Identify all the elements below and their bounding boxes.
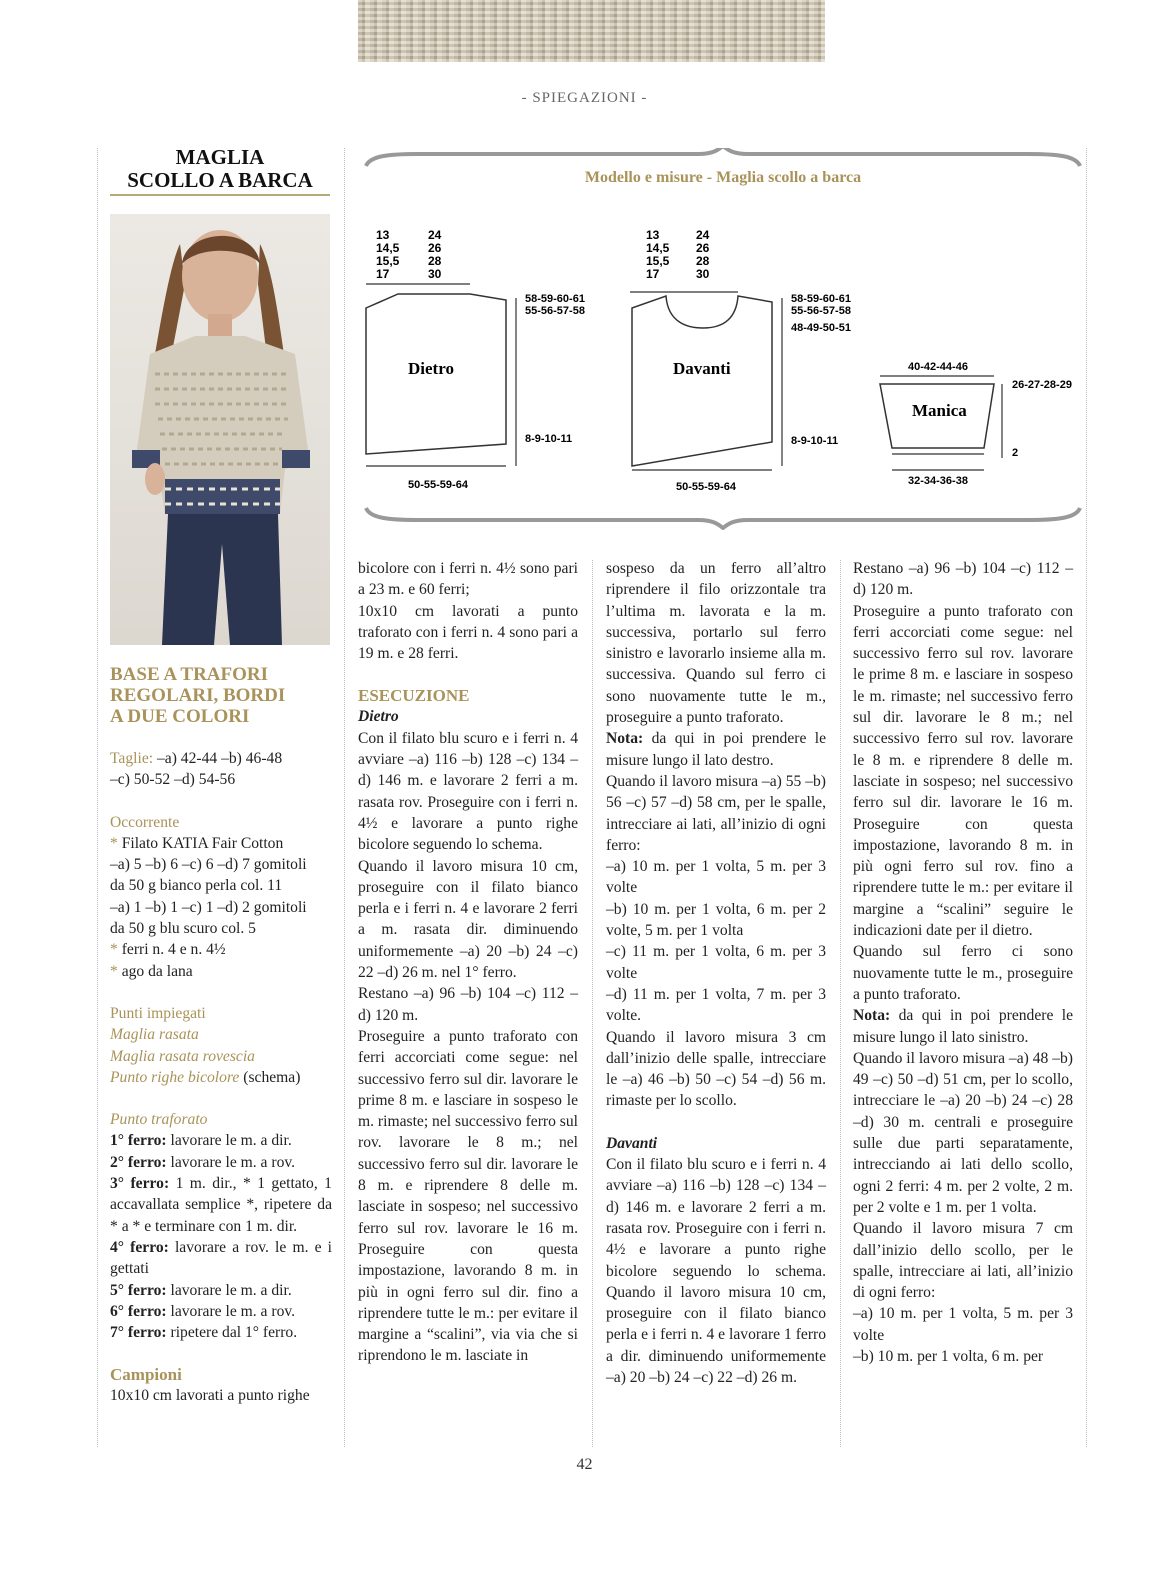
dim-label: 13 bbox=[376, 228, 390, 242]
section-dietro-title: Dietro bbox=[358, 708, 399, 726]
dim-label: 2 bbox=[1012, 447, 1019, 459]
occ-item: * ferri n. 4 e n. 4½ bbox=[110, 941, 226, 959]
occ-text: ago da lana bbox=[121, 962, 193, 980]
title-underline bbox=[110, 194, 330, 196]
row-instruction bbox=[110, 1173, 332, 1237]
dim-label: 30 bbox=[696, 267, 710, 281]
subtitle-line: REGOLARI, BORDI bbox=[110, 685, 286, 706]
dim-label: 15,5 bbox=[646, 254, 670, 268]
page-number: 42 bbox=[576, 1456, 593, 1473]
paragraph: 10x10 cm lavorati a punto traforato con i ferri n. 4 sono pari a 19 m. e 28 ferri. bbox=[358, 602, 578, 663]
dim-label: 8-9-10-11 bbox=[525, 433, 573, 445]
size-line: –a) 10 m. per 1 volta, 5 m. per 3 volte bbox=[853, 1305, 1073, 1344]
occ-item: * ago da lana bbox=[110, 962, 193, 980]
dim-label: 14,5 bbox=[646, 241, 670, 255]
title-line: SCOLLO A BARCA bbox=[127, 168, 313, 192]
row-text: 1 m. dir., * 1 gettato, 1 accavallata semplice *, ripetere da * a * e terminare con 1 m. dir. bbox=[110, 1175, 332, 1235]
dim-label: 40-42-44-46 bbox=[908, 361, 968, 373]
nota bbox=[853, 1005, 1073, 1048]
row-instruction bbox=[110, 1301, 332, 1322]
size-line: –b) 10 m. per 1 volta, 6 m. per 2 volte, 5 m. per 1 volta bbox=[606, 900, 826, 940]
campioni-title: Campioni bbox=[110, 1365, 182, 1385]
punto-item: Maglia rasata rovescia bbox=[110, 1047, 255, 1065]
row-instruction bbox=[110, 1322, 332, 1343]
paragraph: Con il filato blu scuro e i ferri n. 4 avviare –a) 116 –b) 128 –c) 134 –d) 146 m. e lavorare 2 ferri a m. rasata rov. Proseguire con i ferri n. 4½ e lavorare a punto righe bicolore seguendo lo schema. Quando il lavoro misura 10 cm, proseguire con il filato bianco perla e i ferri n. 4 e lavorare 1 ferro a dir. diminuendo uniformemente –a) 20 –b) 24 –c) 22 –d) 26 m. bbox=[606, 1156, 826, 1386]
nota-key: Nota: bbox=[853, 1007, 891, 1025]
dim-label: 14,5 bbox=[376, 241, 400, 255]
paragraph: Quando il lavoro misura 3 cm dall’inizio delle spalle, intrecciare le –a) 46 –b) 50 –c) 54 –d) 56 m. rimaste per lo scollo. bbox=[606, 1028, 826, 1110]
row-key: 6° ferro: bbox=[110, 1302, 167, 1320]
row-key: 2° ferro: bbox=[110, 1153, 167, 1171]
sleeve-piece bbox=[880, 361, 1072, 487]
column-4 bbox=[853, 558, 1073, 1367]
piece-label: Manica bbox=[912, 401, 967, 420]
knit-texture-photo bbox=[358, 0, 825, 62]
paragraph: bicolore con i ferri n. 4½ sono pari a 23 m. e 60 ferri; bbox=[358, 560, 578, 599]
paragraph: Quando il lavoro misura –a) 55 –b) 56 –c) 57 –d) 58 cm, per le spalle, intrecciare ai lati, all’inizio di ogni ferro: bbox=[606, 772, 826, 854]
campioni-text: 10x10 cm lavorati a punto righe bbox=[110, 1387, 310, 1405]
diagram-svg bbox=[358, 148, 1088, 530]
row-text: lavorare le m. a dir. bbox=[166, 1132, 292, 1150]
dim-label: 55-56-57-58 bbox=[525, 305, 585, 317]
column-2 bbox=[358, 558, 578, 1367]
dim-label: 26-27-28-29 bbox=[1012, 379, 1072, 391]
piece-label: Davanti bbox=[673, 359, 731, 378]
dim-label: 26 bbox=[696, 241, 710, 255]
dim-label: 15,5 bbox=[376, 254, 400, 268]
punti-title: Punti impiegati bbox=[110, 1004, 206, 1022]
row-text: ripetere dal 1° ferro. bbox=[166, 1324, 298, 1342]
size-line: –a) 10 m. per 1 volta, 5 m. per 3 volte bbox=[606, 858, 826, 897]
section-header: - SPIEGAZIONI - bbox=[521, 90, 648, 106]
dim-label: 26 bbox=[428, 241, 442, 255]
column-rule bbox=[592, 560, 593, 1447]
diagram-caption: Modello e misure - Maglia scollo a barca bbox=[584, 169, 862, 186]
model-illustration bbox=[110, 214, 330, 645]
row-key: 7° ferro: bbox=[110, 1324, 167, 1342]
dim-label: 50-55-59-64 bbox=[676, 481, 736, 493]
dim-label: 17 bbox=[646, 267, 660, 281]
size-line: –c) 11 m. per 1 volta, 6 m. per 3 volte bbox=[606, 943, 826, 982]
section-davanti-title: Davanti bbox=[606, 1134, 658, 1152]
dim-label: 58-59-60-61 bbox=[525, 293, 585, 305]
execution-title: ESECUZIONE bbox=[358, 686, 470, 706]
paragraph: Restano –a) 96 –b) 104 –c) 112 –d) 120 m. bbox=[853, 560, 1073, 599]
row-key: 1° ferro: bbox=[110, 1132, 167, 1150]
dim-label: 24 bbox=[696, 228, 710, 242]
occ-text: Filato KATIA Fair Cotton bbox=[121, 834, 284, 852]
dim-label: 28 bbox=[696, 254, 710, 268]
row-text: lavorare le m. a rov. bbox=[166, 1153, 296, 1171]
dim-label: 13 bbox=[646, 228, 660, 242]
row-instruction bbox=[110, 1280, 332, 1301]
punto-item: Maglia rasata bbox=[110, 1026, 199, 1044]
column-rule bbox=[97, 148, 98, 1447]
occ-item: * Filato KATIA Fair Cotton bbox=[110, 834, 284, 852]
paragraph: Quando il lavoro misura 10 cm, proseguire con il filato bianco perla e i ferri n. 4 e lavorare 2 ferri a m. rasata dir. diminuendo uniformemente –a) 20 –b) 24 –c) 22 –d) 26 m. nel 1° ferro. bbox=[358, 857, 578, 982]
dim-label: 8-9-10-11 bbox=[791, 435, 839, 447]
row-text: lavorare a rov. le m. e i gettati bbox=[110, 1238, 332, 1278]
punto-suffix: (schema) bbox=[239, 1068, 301, 1086]
column-rule bbox=[344, 148, 345, 1447]
row-text: lavorare le m. a dir. bbox=[166, 1281, 292, 1299]
dim-label: 30 bbox=[428, 267, 442, 281]
front-piece bbox=[630, 228, 851, 493]
paragraph: Proseguire a punto traforato con ferri accorciati come segue: nel successivo ferro sul rov. lavorare le prime 8 m. e lasciare in sospeso le m. rimaste; nel successivo ferro sul dir. lavorare le 8 m.; nel successivo ferro sul rov. lavorare le 8 m. e riprendere 8 delle m. lasciate in sospeso; nel successivo ferro sul dir. lavorare le 16 m. Proseguire con questa impostazione, lavorando 8 m. in più ogni ferro sul rov. fino a riprendere tutte le m.: per evitare il margine a “scalini” seguire le indicazioni date per il dietro. bbox=[853, 602, 1073, 940]
paragraph: sospeso da un ferro all’altro riprendere il filo orizzontale tra l’ultima m. lavorata e la m. successiva, portarlo sul ferro sinistro e lavorarlo insieme alla m. successiva. Quando sul ferro ci sono nuovamente tutte le m., proseguire a punto traforato. bbox=[606, 560, 826, 727]
dim-label: 55-56-57-58 bbox=[791, 305, 851, 317]
occorrente-title: Occorrente bbox=[110, 813, 180, 831]
row-key: 3° ferro: bbox=[110, 1175, 170, 1193]
title-line: MAGLIA bbox=[175, 145, 265, 169]
punto-item bbox=[110, 1067, 332, 1088]
row-key: 4° ferro: bbox=[110, 1238, 169, 1256]
nota-key: Nota: bbox=[606, 730, 644, 748]
nota-text: da qui in poi prendere le misure lungo il lato destro. bbox=[606, 730, 826, 769]
row-instruction bbox=[110, 1152, 332, 1173]
paragraph: Proseguire a punto traforato con ferri accorciati come segue: nel successivo ferro sul dir. lavorare le prime 8 m. e lasciare in sospeso le m. rimaste; nel successivo ferro sul rov. lavorare le 8 m.; nel successivo ferro sul dir. lavorare le 8 m. e riprendere 8 delle m. lasciate in sospeso; nel successivo ferro sul rov. lavorare le 16 m. Proseguire con questa impostazione, lavorando 8 m. in più in ogni ferro sul dir. fino a riprendere tutte le m.: per evitare il margine a “scalini”, via via che si riprendono le m. lasciate in bbox=[358, 1027, 578, 1365]
occ-text: –a) 5 –b) 6 –c) 6 –d) 7 gomitoli bbox=[110, 856, 307, 874]
occ-text: da 50 g bianco perla col. 11 bbox=[110, 877, 283, 895]
paragraph: Quando il lavoro misura –a) 48 –b) 49 –c) 50 –d) 51 cm, per lo scollo, intrecciare le –a) 20 –b) 24 –c) 28 –d) 30 m. centrali e proseguire sulle due parti separatamente, intrecciando ai lati dello scollo, ogni 2 ferri: 4 m. per 2 volte, 2 m. per 2 volte e 1 m. per 1 volta. bbox=[853, 1049, 1073, 1216]
subtitle bbox=[110, 664, 332, 727]
model-photo bbox=[110, 214, 330, 645]
subtitle-line: A DUE COLORI bbox=[110, 706, 250, 727]
row-key: 5° ferro: bbox=[110, 1281, 167, 1299]
column-3 bbox=[606, 558, 826, 1388]
sizes-label: Taglie: bbox=[110, 750, 154, 767]
punto-name: Punto righe bicolore bbox=[110, 1068, 240, 1086]
dim-label: 28 bbox=[428, 254, 442, 268]
nota-text: da qui in poi prendere le misure lungo il lato sinistro. bbox=[853, 1007, 1073, 1046]
dim-label: 50-55-59-64 bbox=[408, 479, 468, 491]
dim-label: 24 bbox=[428, 228, 442, 242]
sizes-text: –c) 50-52 –d) 54-56 bbox=[110, 771, 236, 789]
dim-label: 17 bbox=[376, 267, 390, 281]
row-instruction bbox=[110, 1237, 332, 1280]
piece-label: Dietro bbox=[408, 359, 454, 378]
paragraph: Con il filato blu scuro e i ferri n. 4 avviare –a) 116 –b) 128 –c) 134 –d) 146 m. e lavorare 2 ferri a m. rasata rov. Proseguire con i ferri n. 4½ e lavorare a punto righe bicolore seguendo lo schema. bbox=[358, 729, 578, 854]
dim-label: 48-49-50-51 bbox=[791, 322, 851, 334]
size-line: –b) 10 m. per 1 volta, 6 m. per bbox=[853, 1347, 1044, 1365]
article-title bbox=[110, 146, 330, 192]
paragraph: Quando sul ferro ci sono nuovamente tutte le m., proseguire a punto traforato. bbox=[853, 943, 1073, 1003]
dim-label: 58-59-60-61 bbox=[791, 293, 851, 305]
paragraph: Restano –a) 96 –b) 104 –c) 112 –d) 120 m. bbox=[358, 985, 578, 1024]
occ-text: –a) 1 –b) 1 –c) 1 –d) 2 gomitoli bbox=[110, 898, 307, 916]
sizes bbox=[110, 748, 332, 769]
nota bbox=[606, 728, 826, 771]
back-piece bbox=[366, 228, 585, 491]
paragraph: Quando il lavoro misura 7 cm dall’inizio dello scollo, per le spalle, intrecciare ai lati, all’inizio di ogni ferro: bbox=[853, 1220, 1073, 1302]
occ-text: da 50 g blu scuro col. 5 bbox=[110, 920, 256, 938]
traforato-title: Punto traforato bbox=[110, 1111, 208, 1129]
subtitle-line: BASE A TRAFORI bbox=[110, 664, 269, 685]
size-line: –d) 11 m. per 1 volta, 7 m. per 3 volte. bbox=[606, 985, 826, 1025]
dim-label: 32-34-36-38 bbox=[908, 475, 968, 487]
occ-text: ferri n. 4 e n. 4½ bbox=[121, 941, 226, 959]
row-text: lavorare le m. a rov. bbox=[166, 1302, 296, 1320]
column-rule bbox=[840, 560, 841, 1447]
sizes-text: –a) 42-44 –b) 46-48 bbox=[153, 750, 283, 767]
column-1 bbox=[110, 664, 332, 1407]
row-instruction bbox=[110, 1130, 332, 1151]
diagram-panel bbox=[358, 148, 1088, 530]
